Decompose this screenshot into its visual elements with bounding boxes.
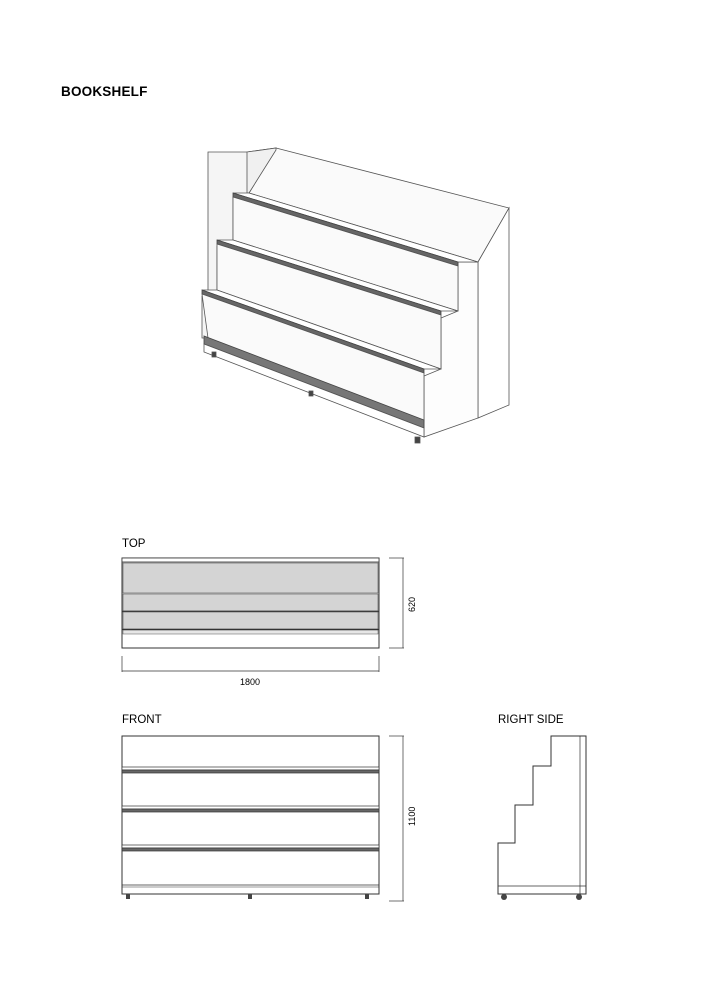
side-caster-left	[501, 894, 507, 900]
front-height-dimension-line	[389, 736, 404, 901]
side-profile	[498, 736, 586, 894]
iso-leg-mid	[309, 391, 313, 396]
front-shelf-edge-2	[122, 806, 379, 809]
front-shelf-edge-3	[122, 845, 379, 848]
front-view	[122, 736, 404, 901]
right-side-view	[498, 736, 586, 900]
top-shelf-area-3	[123, 612, 378, 629]
iso-leg-left	[212, 352, 216, 357]
iso-leg-front	[415, 437, 420, 443]
front-foot-mid	[248, 894, 252, 899]
front-view-label: FRONT	[122, 714, 162, 726]
top-view	[122, 558, 404, 672]
top-shelf-area-1	[123, 563, 378, 593]
side-caster-right	[576, 894, 582, 900]
front-foot-right	[365, 894, 369, 899]
top-shelf-area-2	[123, 594, 378, 611]
top-depth-dimension-line	[389, 558, 404, 648]
top-view-label: TOP	[122, 538, 146, 550]
right-side-view-label: RIGHT SIDE	[498, 714, 564, 726]
isometric-view	[202, 148, 509, 443]
top-bottom-lip	[123, 630, 378, 634]
front-foot-left	[126, 894, 130, 899]
front-height-dimension: 1100	[407, 806, 417, 826]
drawing-title: BOOKSHELF	[61, 84, 148, 99]
front-outline	[122, 736, 379, 894]
top-width-dimension: 1800	[240, 677, 261, 687]
top-back-panel-strip	[122, 558, 379, 562]
front-shelf-edge-1	[122, 767, 379, 770]
top-width-dimension-line	[122, 656, 379, 672]
top-depth-dimension: 620	[407, 596, 417, 612]
